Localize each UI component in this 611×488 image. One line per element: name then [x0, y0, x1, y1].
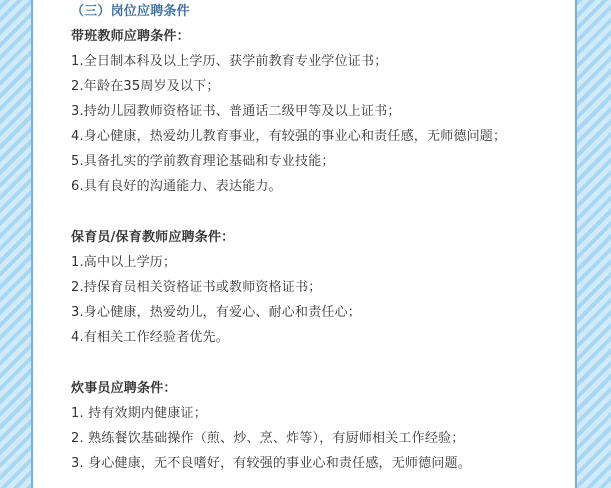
list-item: 2. 熟练餐饮基础操作（煎、炒、烹、炸等），有厨师相关工作经验；: [71, 431, 465, 446]
list-item: 5.具备扎实的学前教育理论基础和专业技能；: [71, 154, 335, 169]
group-heading-caregiver: 保育员/保育教师应聘条件：: [71, 230, 235, 245]
group-heading-cook: 炊事员应聘条件：: [71, 381, 177, 396]
section-title: （三）岗位应聘条件: [71, 4, 190, 19]
list-item: 1.全日制本科及以上学历、获学前教育专业学位证书；: [71, 54, 388, 69]
list-item: 3. 身心健康，无不良嗜好，有较强的事业心和责任感，无师德问题。: [71, 456, 471, 471]
list-item: 1. 持有效期内健康证；: [71, 406, 207, 421]
list-item: 4.身心健康，热爱幼儿教育事业，有较强的事业心和责任感，无师德问题；: [71, 129, 507, 144]
content-card: [31, 0, 577, 488]
list-item: 3.持幼儿园教师资格证书、普通话二级甲等及以上证书；: [71, 104, 401, 119]
list-item: 3.身心健康，热爱幼儿，有爱心、耐心和责任心；: [71, 305, 362, 320]
list-item: 1.高中以上学历；: [71, 255, 177, 270]
list-item: 6.具有良好的沟通能力、表达能力。: [71, 179, 282, 194]
list-item: 2.持保育员相关资格证书或教师资格证书；: [71, 280, 322, 295]
list-item: 4.有相关工作经验者优先。: [71, 330, 230, 345]
group-heading-teacher: 带班教师应聘条件：: [71, 29, 190, 44]
list-item: 2.年龄在35周岁及以下；: [71, 79, 220, 94]
